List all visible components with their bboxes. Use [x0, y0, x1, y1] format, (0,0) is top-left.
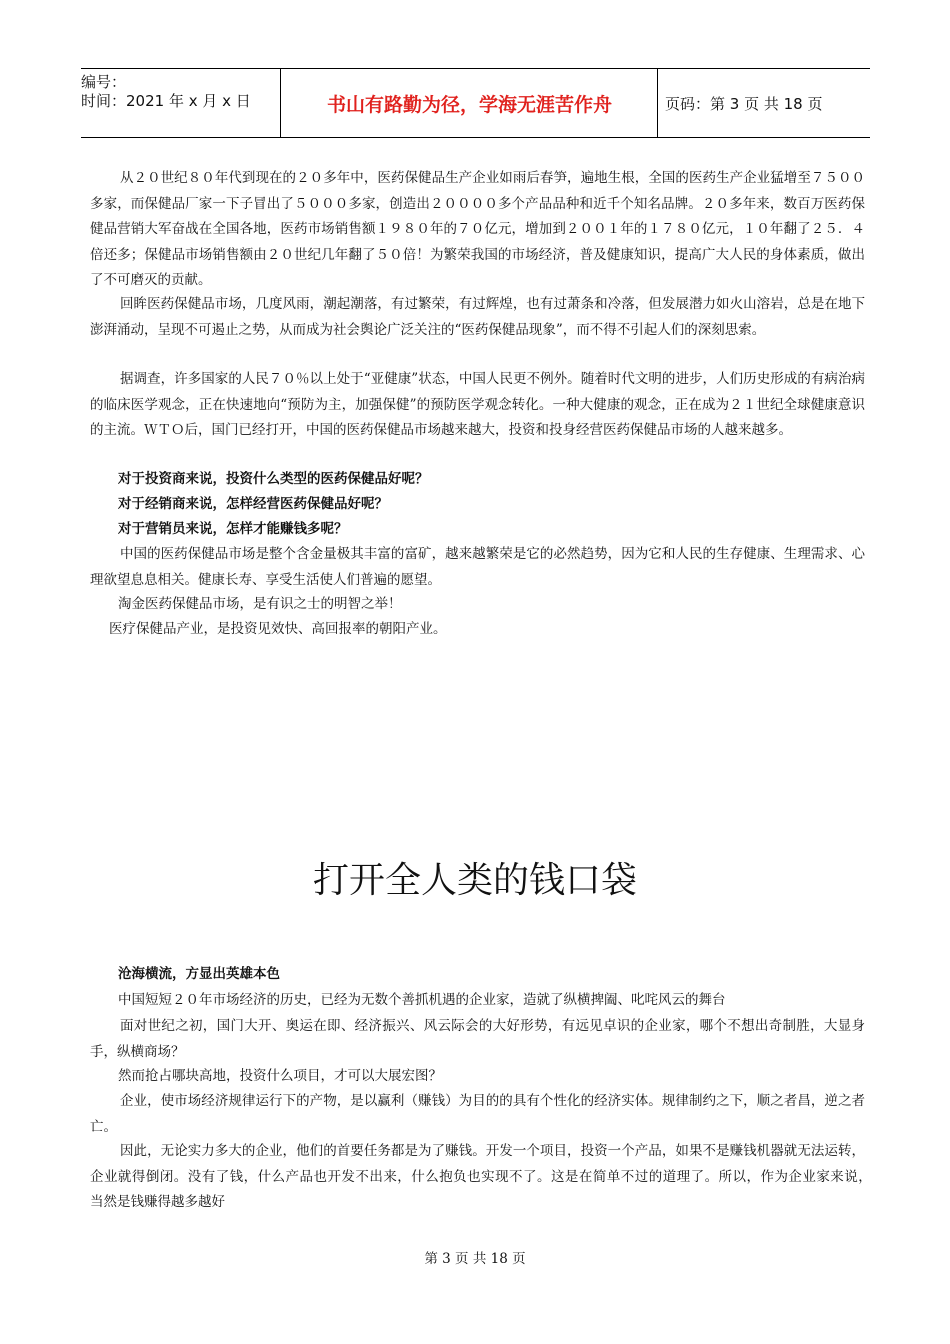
paragraph: 淘金医药保健品市场，是有识之士的明智之举！ — [118, 596, 402, 612]
page-footer: 第 3 页 共 18 页 — [424, 1251, 526, 1267]
question: 对于营销员来说，怎样才能赚钱多呢？ — [118, 521, 348, 537]
page-header — [81, 68, 870, 138]
paragraph: 然而抢占哪块高地，投资什么项目，才可以大展宏图？ — [118, 1068, 442, 1084]
document-number: 编号： — [81, 73, 127, 91]
paragraph: 中国短短２０年市场经济的历史，已经为无数个善抓机遇的企业家，造就了纵横捭阖、叱咤风云的舞台 — [118, 992, 726, 1008]
header-motto: 书山有路勤为径，学海无涯苦作舟 — [282, 69, 658, 137]
paragraph: 企业，使市场经济规律运行下的产物，是以赢利（赚钱）为目的的具有个性化的经济实体。规律制约之下，顺之者昌，逆之者亡。 — [90, 1093, 865, 1135]
document-date: 时间：2021 年 x 月 x 日 — [81, 92, 251, 110]
header-page-number: 页码：第 3 页 共 18 页 — [665, 94, 823, 113]
paragraph: 回眸医药保健品市场，几度风雨，潮起潮落，有过繁荣，有过辉煌，也有过萧条和冷落，但发展潜力如火山溶岩，总是在地下澎湃涌动，呈现不可遏止之势，从而成为社会舆论广泛关注的“医药保健品现象”，而不得不引起人们的深刻思索。 — [90, 296, 865, 338]
page-title: 打开全人类的钱口袋 — [312, 860, 637, 901]
question: 对于经销商来说，怎样经营医药保健品好呢？ — [118, 496, 388, 512]
paragraph: 面对世纪之初，国门大开、奥运在即、经济振兴、风云际会的大好形势，有远见卓识的企业家，哪个不想出奇制胜，大显身手，纵横商场？ — [90, 1018, 865, 1060]
section-heading: 沧海横流，方显出英雄本色 — [118, 966, 280, 982]
paragraph: 因此，无论实力多大的企业，他们的首要任务都是为了赚钱。开发一个项目，投资一个产品，如果不是赚钱机器就无法运转，企业就得倒闭。没有了钱，什么产品也开发不出来，什么抱负也实现不了。这是在简单不过的道理了。所以，作为企业家来说， 当然是钱赚得越多越好 — [90, 1143, 879, 1210]
paragraph: 中国的医药保健品市场是整个含金量极其丰富的富矿，越来越繁荣是它的必然趋势，因为它和人民的生存健康、生理需求、心理欲望息息相关。健康长寿、享受生活使人们普遍的愿望。 — [90, 546, 865, 588]
paragraph: 据调查，许多国家的人民７０％以上处于“亚健康”状态，中国人民更不例外。随着时代文明的进步，人们历史形成的有病治病的临床医学观念，正在快速地向“预防为主，加强保健”的预防医学观念转化。一种大健康的观念，正在成为２１世纪全球健康意识的主流。ＷＴＯ后，国门已经打开，中国的医药保健品市场越来越大，投资和投身经营医药保健品市场的人越来越多。 — [90, 371, 865, 438]
paragraph: 从２０世纪８０年代到现在的２０多年中，医药保健品生产企业如雨后春笋，遍地生根，全国的医药生产企业猛增至７５００多家，而保健品厂家一下子冒出了５０００多家，创造出２００００多个产品品种和近千个知名品牌。２０多年来，数百万医药保健品营销大军奋战在全国各地，医药市场销售额１９８０年的７０亿元，增加到２００１年的１７８０亿元，１０年翻了２５．４倍还多；保健品市场销售额由２０世纪几年翻了５０倍！为繁荣我国的市场经济，普及健康知识，提高广大人民的身体素质，做出了不可磨灭的贡献。 — [90, 170, 865, 288]
paragraph: 医疗保健品产业，是投资见效快、高回报率的朝阳产业。 — [109, 621, 447, 637]
header-meta — [81, 69, 281, 137]
question: 对于投资商来说，投资什么类型的医药保健品好呢？ — [118, 471, 429, 487]
